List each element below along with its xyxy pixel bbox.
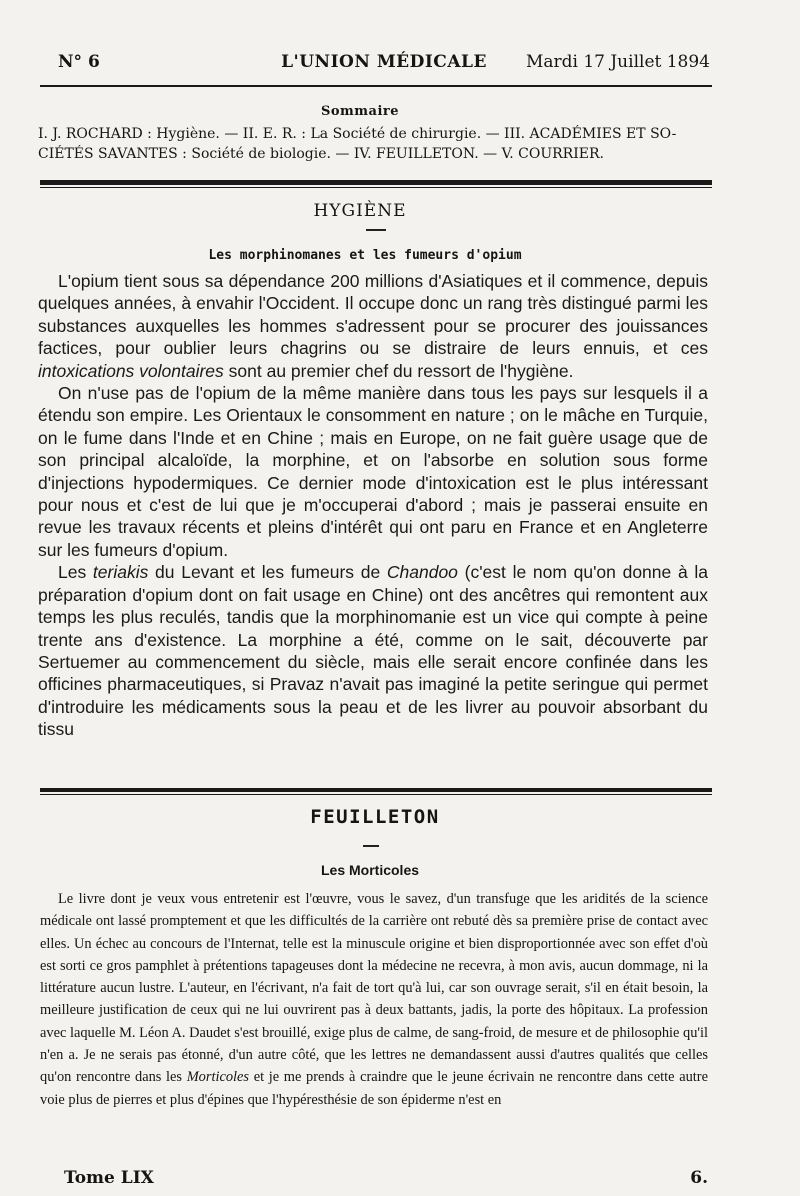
paragraph: On n'use pas de l'opium de la même manière dans tous les pays sur lesquels il a étendu son empire. Les Orientaux le consomment en nature ; on le mâche en Turquie, on le fume dans l'Inde et en Chine ; mais en Europe, on ne fait guère usage que de son principal alcaloïde, la morphine, et on l'absorbe en solution sous forme d'injections hypodermiques. Ce dernier mode d'intoxication est le plus intéressant pour nous et c'est de lui que je m'occuperai d'abord ; mais je passerai ensuite en revue les travaux récents et pleins d'intérêt qui ont paru en France et en Angleterre sur les fumeurs d'opium.	[38, 383, 708, 560]
title-dash	[363, 845, 379, 847]
page-number: 6.	[690, 1168, 708, 1188]
sommaire-line-2: CIÉTÉS SAVANTES : Société de biologie. — IV. FEUILLETON. — V. COURRIER.	[38, 146, 604, 162]
sommaire-contents	[38, 124, 712, 164]
sommaire-line-1: I. J. ROCHARD : Hygiène. — II. E. R. : La Société de chirurgie. — III. ACADÉMIES ET SO-	[38, 126, 677, 142]
journal-title: L'UNION MÉDICALE	[281, 52, 487, 72]
paragraph	[38, 561, 708, 740]
hygiene-article-body	[38, 270, 708, 741]
paragraph	[38, 270, 708, 382]
header-rule	[40, 85, 712, 87]
issue-number: N° 6	[58, 52, 100, 72]
feuilleton-subtitle: Les Morticoles	[320, 862, 420, 878]
paragraph	[40, 888, 708, 1111]
feuilleton-rule-thick	[40, 788, 712, 792]
italic-run: Chandoo	[386, 562, 458, 583]
title-dash	[366, 229, 386, 231]
text-run: Le livre dont je veux vous entretenir est l'œuvre, vous le savez, d'un transfuge que les aridités de la science médicale ont lassé promptement et que les difficultés de la carrière ont rebuté dès sa première prise de contact avec elles. Un échec au concours de l'Internat, telle est la minuscule origine et bien disproportionnée avec son effet d'où est sorti ce gros pamphlet à prétentions tapageuses dont la médecine ne recevra, à mon avis, aucun dommage, ni la littérature aucun lustre. L'auteur, en l'écrivant, n'a fait de tort qu'à lui, car son ouvrage serait, s'il en était besoin, la meilleure justification de ceux qui ne lui ouvrirent pas à deux battants, jadis, la porte des hôpitaux. La profession avec laquelle M. Léon A. Daudet s'est brouillé, exige plus de calme, de sang-froid, de mesure et de philosophie qu'il n'en a. Je ne serais pas étonné, d'un autre côté, que les lettres ne demandassent aussi d'autres qualités que celles qu'on rencontre dans les	[40, 891, 708, 1086]
page-footer	[64, 1168, 708, 1192]
feuilleton-title: FEUILLETON	[310, 806, 440, 828]
section-rule-thick	[40, 180, 712, 185]
article-title: Les morphinomanes et les fumeurs d'opium	[208, 248, 522, 263]
sommaire-title: Sommaire	[320, 104, 400, 119]
text-run: L'opium tient sous sa dépendance 200 millions d'Asiatiques et il commence, depuis quelques années, à envahir l'Occident. Il occupe donc un rang très distingué parmi les substances auxquelles les hommes s'adressent pour se procurer des jouissances factices, pour oublier leurs chagrins ou se distraire de leurs ennuis, et ces	[38, 271, 708, 359]
volume-label: Tome LIX	[64, 1168, 154, 1188]
issue-date: Mardi 17 Juillet 1894	[525, 52, 710, 72]
section-title-hygiene: HYGIÈNE	[313, 201, 407, 221]
feuilleton-body	[40, 888, 708, 1111]
text-run: Les	[58, 562, 93, 583]
italic-run: Morticoles	[186, 1069, 250, 1086]
text-run: sont au premier chef du ressort de l'hygiène.	[223, 360, 574, 381]
text-run: (c'est le nom qu'on donne à la préparation d'opium dont on fait usage en Chine) ont des ancêtres qui remontent aux temps les plus reculés, tandis que la morphinomanie est un vice qui compte à peine trente ans d'existence. La morphine a été, comme on le sait, découverte par Sertuemer au commencement du siècle, mais elle serait encore confinée dans les officines pharmaceutiques, si Pravaz n'avait pas imaginé la petite seringue qui permet d'introduire les médicaments sous la peau et de les livrer au pouvoir absorbant du tissu	[38, 562, 708, 740]
text-run: du Levant et les fumeurs de	[148, 562, 387, 583]
feuilleton-rule-thin	[40, 794, 712, 795]
italic-run: teriakis	[92, 562, 149, 583]
italic-run: intoxications volontaires	[38, 360, 224, 381]
section-rule-thin	[40, 187, 712, 188]
masthead	[58, 52, 710, 82]
text-run: et je me prends à craindre que le jeune écrivain ne rencontre dans cette autre voie plus de pierres et plus d'épines que l'hypéresthésie de son épiderme n'est en	[40, 1069, 708, 1108]
